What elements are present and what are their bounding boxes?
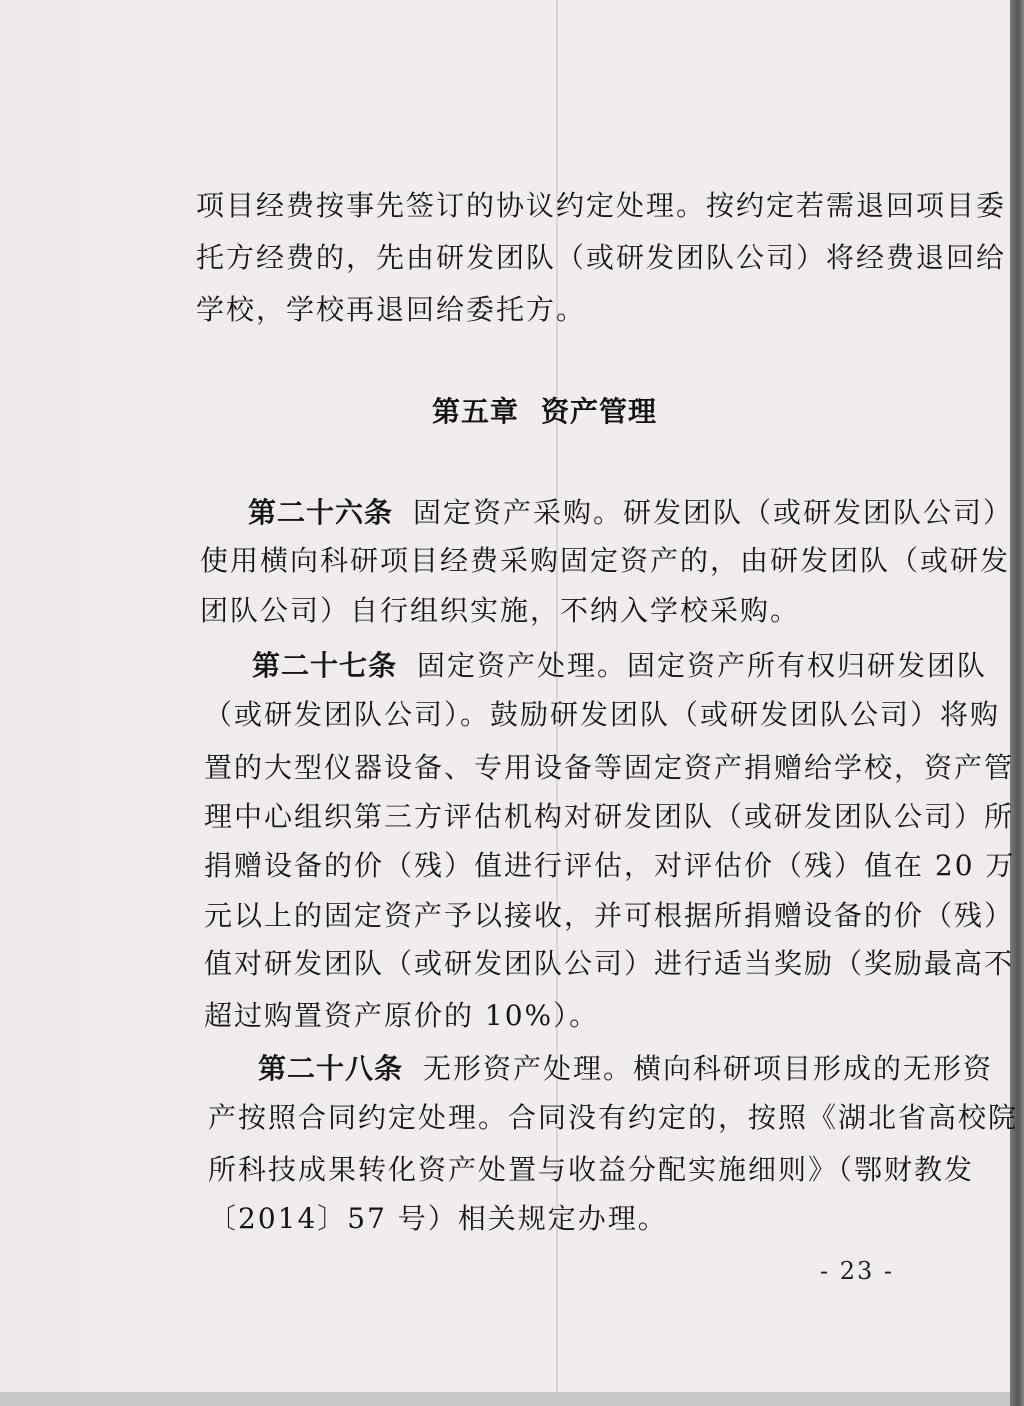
- article-27-line-5: 捐赠设备的价（残）值进行评估，对评估价（残）值在 20 万: [204, 849, 1016, 882]
- chapter-heading: [432, 394, 657, 430]
- article-28-line-3: 所科技成果转化资产处置与收益分配实施细则》（鄂财教发: [208, 1153, 975, 1186]
- article-27-line-7: 值对研发团队（或研发团队公司）进行适当奖励（奖励最高不: [204, 947, 1015, 980]
- chapter-number: 第五章: [432, 395, 520, 428]
- article-27-line-1: 固定资产处理。固定资产所有权归研发团队: [417, 649, 988, 682]
- intro-line-1: 项目经费按事先签订的协议约定处理。按约定若需退回项目委: [196, 189, 1007, 222]
- article-28-first-line: [258, 1051, 993, 1087]
- article-27-line-4: 理中心组织第三方评估机构对研发团队（或研发团队公司）所: [204, 800, 1015, 833]
- scan-bottom-edge: [0, 1392, 1010, 1406]
- article-27-line-3: 置的大型仪器设备、专用设备等固定资产捐赠给学校，资产管: [204, 751, 1015, 784]
- article-26-line-1: 固定资产采购。研发团队（或研发团队公司）: [413, 496, 1014, 529]
- chapter-title: 资产管理: [541, 395, 658, 428]
- article-26-line-3: 团队公司）自行组织实施，不纳入学校采购。: [200, 594, 801, 627]
- page-number: - 23 -: [820, 1257, 895, 1285]
- article-27-line-8: 超过购置资产原价的 10%）。: [204, 999, 600, 1032]
- article-28-line-1: 无形资产处理。横向科研项目形成的无形资: [423, 1052, 994, 1085]
- scan-right-edge: [1010, 0, 1024, 1406]
- article-27-line-2: （或研发团队公司）。鼓励研发团队（或研发团队公司）将购: [204, 698, 1001, 731]
- article-27-line-6: 元以上的固定资产予以接收，并可根据所捐赠设备的价（残）: [204, 899, 1015, 932]
- article-28-line-4: 〔2014〕57 号）相关规定办理。: [208, 1202, 668, 1235]
- article-26-first-line: [248, 495, 1013, 531]
- article-26-number: 第二十六条: [248, 496, 394, 529]
- intro-line-2: 托方经费的，先由研发团队（或研发团队公司）将经费退回给: [196, 241, 1007, 274]
- article-27-first-line: [252, 648, 987, 684]
- article-28-number: 第二十八条: [258, 1052, 404, 1085]
- article-28-line-2: 产按照合同约定处理。合同没有约定的，按照《湖北省高校院: [208, 1101, 1019, 1134]
- intro-line-3: 学校，学校再退回给委托方。: [196, 293, 587, 326]
- article-26-line-2: 使用横向科研项目经费采购固定资产的，由研发团队（或研发: [200, 544, 1011, 577]
- article-27-number: 第二十七条: [252, 649, 398, 682]
